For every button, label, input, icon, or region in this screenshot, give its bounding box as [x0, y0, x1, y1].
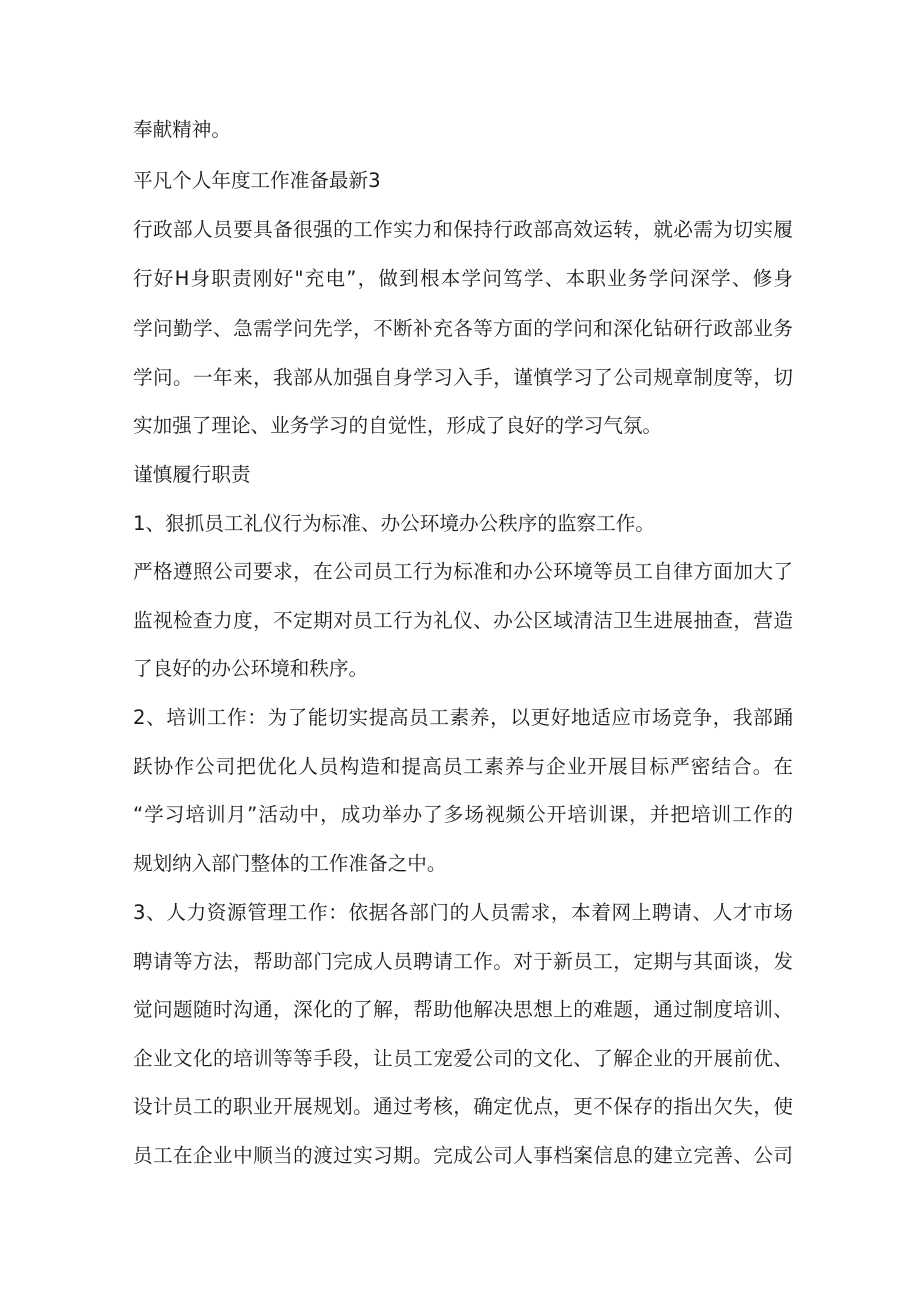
text-line: 跃协作公司把优化人员构造和提高员工素养与企业开展目标严密结合。在	[133, 755, 793, 778]
text-line: 学问。一年来，我部从加强自身学习入手，谨慎学习了公司规章制度等，切	[133, 366, 793, 389]
text-line: 行政部人员要具备很强的工作实力和保持行政部高效运转，就必需为切实履	[133, 218, 793, 241]
section-heading: 平凡个人年度工作准备最新3	[133, 169, 381, 192]
text-line: 觉问题随时沟通，深化的了解，帮助他解决思想上的难题，通过制度培训、	[133, 998, 793, 1021]
text-line: 企业文化的培训等等手段，让员工宠爱公司的文化、了解企业的开展前优、	[133, 1047, 793, 1070]
text-line: 行好H身职责刚好"充电”，做到根本学问笃学、本职业务学问深学、修身	[133, 267, 793, 290]
text-line: 严格遵照公司要求，在公司员工行为标准和办公环境等员工自律方面加大了	[133, 560, 793, 583]
list-item: 1、狠抓员工礼仪行为标准、办公环境办公秩序的监察工作。	[133, 512, 655, 535]
text-line: 奉献精神。	[133, 118, 231, 141]
text-line: 监视检查力度，不定期对员工行为礼仪、办公区域清洁卫生进展抽查，营造	[133, 609, 793, 632]
text-line: 实加强了理论、业务学习的自觉性，形成了良好的学习气氛。	[133, 414, 663, 437]
text-line: 规划纳入部门整体的工作准备之中。	[133, 852, 447, 875]
text-line: 设计员工的职业开展规划。通过考核，确定优点，更不保存的指出欠失，使	[133, 1095, 793, 1118]
list-item: 2、培训工作：为了能切实提高员工素养，以更好地适应市场竞争，我部踊	[133, 706, 793, 729]
text-line: 员工在企业中顺当的渡过实习期。完成公司人事档案信息的建立完善、公司	[133, 1144, 793, 1167]
text-line: 聘请等方法，帮助部门完成人员聘请工作。对于新员工，定期与其面谈，发	[133, 950, 793, 973]
text-line: “学习培训月”活动中，成功举办了多场视频公开培训课，并把培训工作的	[133, 803, 793, 826]
text-line: 学问勤学、急需学问先学，不断补充各等方面的学问和深化钻研行政部业务	[133, 317, 793, 340]
section-heading: 谨慎履行职责	[133, 463, 251, 486]
list-item: 3、人力资源管理工作：依据各部门的人员需求，本着网上聘请、人才市场	[133, 901, 793, 924]
text-line: 了良好的办公环境和秩序。	[133, 657, 369, 680]
